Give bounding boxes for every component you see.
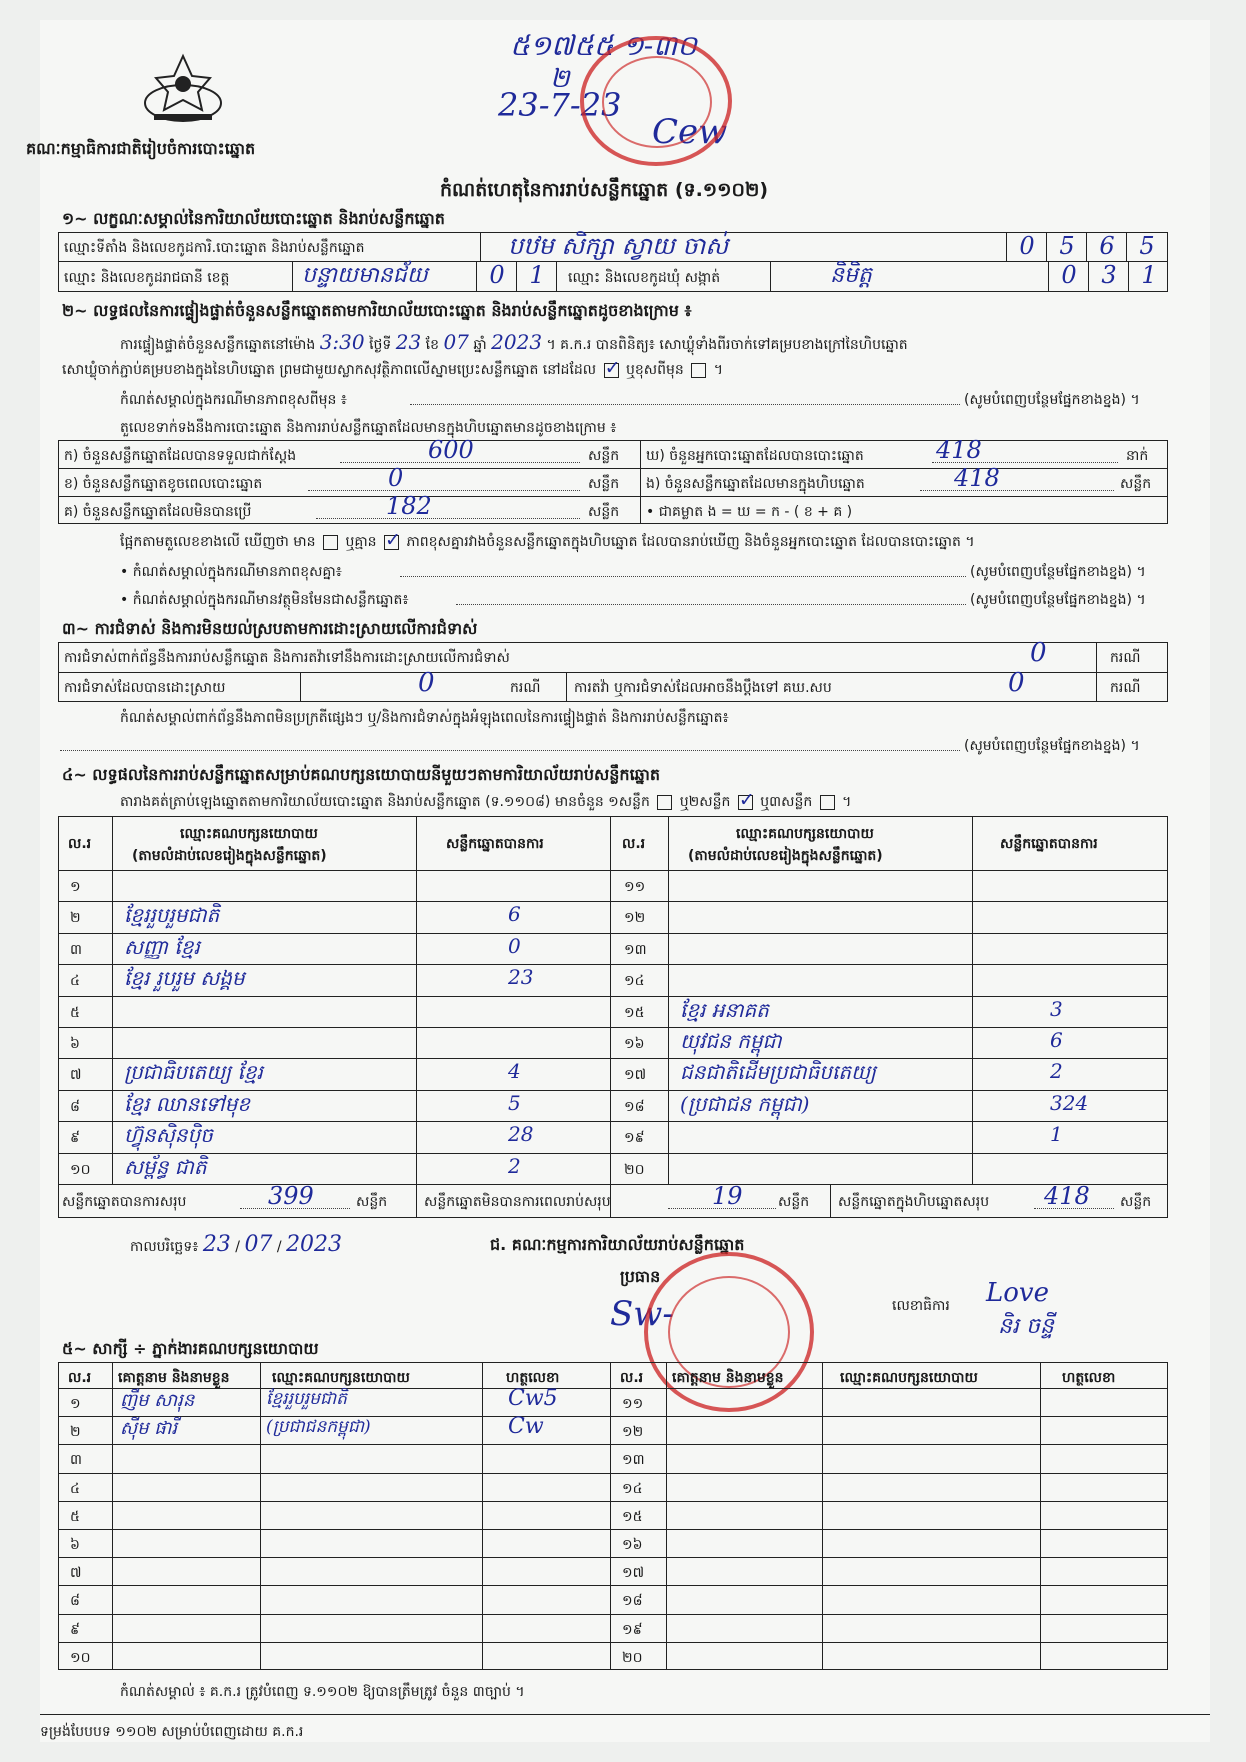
agent-signature: Cw5	[508, 1386, 558, 1411]
tally-three-sheet-checkbox[interactable]	[820, 795, 835, 810]
row-number: ៦	[70, 1036, 80, 1052]
party-votes: 4	[508, 1059, 521, 1084]
row-number: ២០	[624, 1161, 645, 1178]
party-agents-table	[58, 1362, 1168, 1670]
station-code-boxes	[1006, 232, 1168, 262]
province-code-digit-1: 0	[476, 261, 517, 292]
received-ballots-label: ក) ចំនួនសន្លឹកឆ្នោតដែលបានទទួលជាក់ស្តែង	[64, 448, 297, 464]
party-results-table	[58, 816, 1168, 1218]
row-number: ៧	[70, 1067, 82, 1084]
tally-two-sheet-checkbox[interactable]	[738, 795, 753, 810]
total-valid-label: សន្លឹកឆ្នោតបានការសរុប	[62, 1194, 187, 1210]
verification-end: ។	[713, 362, 723, 378]
row-number: ១៦	[624, 1036, 645, 1052]
results-col-no-right: ល.រ	[622, 836, 646, 852]
table-row-divider	[58, 933, 1168, 934]
party-name: ខ្មែរ រួបរួម សង្គម	[124, 966, 245, 991]
spoiled-ballots-unit: សន្លឹក	[588, 476, 620, 492]
secretary-name: និរ ចន្ទី	[998, 1314, 1054, 1339]
commune-code-digit-3: 1	[1128, 261, 1169, 292]
row-number: ៥	[70, 1004, 80, 1021]
row-number: ៦	[70, 1537, 80, 1553]
row-number: ១៣	[624, 941, 647, 958]
row-number: ១៥	[624, 1004, 645, 1021]
tally-three-sheet-label: ឬ៣សន្លឹក	[760, 794, 813, 810]
row-number: ៥	[70, 1508, 80, 1525]
party-votes: 5	[508, 1090, 521, 1115]
difference-note-bullet: • កំណត់សម្គាល់ក្នុងករណីមានភាពខុសគ្នា៖	[120, 564, 342, 580]
spoiled-ballots-label: ខ) ចំនួនសន្លឹកឆ្នោតខូចពេលបោះឆ្នោត	[64, 476, 263, 492]
president-signature: Sw-	[610, 1294, 674, 1334]
results-col-party-sub-left: (តាមលំដាប់លេខរៀងក្នុងសន្លឹកឆ្នោត)	[132, 848, 327, 864]
unused-ballots-value: 182	[386, 492, 432, 520]
row-number: ១៨	[624, 1098, 645, 1115]
station-code-digit-1: 0	[1006, 232, 1047, 262]
party-name: (ប្រជាជន កម្ពុជា)	[680, 1091, 810, 1116]
received-ballots-value: 600	[428, 436, 474, 464]
section5-title: ៥~ សាក្សី ÷ ភ្នាក់ងារគណបក្សនយោបាយ	[62, 1339, 319, 1358]
verification-day-label: ថ្ងៃទី	[369, 337, 392, 353]
handwritten-ref-number: ៥១៧៥៥ ១-៣០	[510, 29, 697, 62]
table-row-divider	[58, 1501, 1168, 1502]
party-name: សញ្ញា ខ្មែរ	[124, 934, 200, 959]
row-number: ៨	[70, 1098, 80, 1115]
irregularity-note: កំណត់សម្គាល់ពាក់ព័ន្ធនឹងភាពមិនប្រក្រតីផ្សេងៗ ឬ/និងការជំទាស់ក្នុងអំឡុងពេលនៃការផ្ទៀងផ្ទាត់ និងការរាប់សន្លឹកឆ្នោត៖	[120, 710, 729, 726]
results-col-party-right: ឈ្មោះគណបក្សនយោបាយ	[736, 826, 874, 842]
total-box-label: សន្លឹកឆ្នោតក្នុងហិបឆ្នោតសរុប	[838, 1194, 990, 1210]
tally-two-sheet-label: ឬ២សន្លឹក	[679, 794, 731, 810]
difference-none-label: ឬគ្មាន	[345, 534, 377, 550]
report-date-year: 2023	[286, 1232, 343, 1257]
total-box-value: 418	[1044, 1182, 1090, 1210]
received-ballots-unit: សន្លឹក	[588, 448, 620, 464]
difference-note-bullet-hint: (សូមបំពេញបន្ថែមផ្នែកខាងខ្នង) ។	[970, 564, 1146, 580]
resolved-complaints-label: ការជំទាស់ដែលបានដោះស្រាយ	[64, 680, 226, 696]
row-number: ១	[70, 1396, 81, 1412]
agent-signature: Cw	[508, 1414, 544, 1440]
row-number: ២	[70, 910, 81, 927]
tally-one-sheet-label: តារាងគត់ត្រាប់ឡេងឆ្នោតតាមការិយាល័យបោះឆ្នោត និងរាប់សន្លឹកឆ្នោត (ទ.១១០៨) មានចំនួន ១សន្លឹក	[120, 794, 650, 810]
voters-value: 418	[936, 436, 982, 464]
station-name-value: បឋម សិក្សា ស្វាយ ចាស់	[508, 232, 729, 260]
row-number: ៨	[70, 1593, 80, 1610]
table-row-divider	[58, 1642, 1168, 1643]
station-label: ឈ្មោះទីតាំង និងលេខកូដការិ.បោះឆ្នោត និងរាប់សន្លឹកឆ្នោត	[64, 240, 365, 256]
row-number: ១៩	[622, 1621, 643, 1638]
verification-time-label: ការផ្ទៀងផ្ទាត់ចំនួនសន្លឹកឆ្នោតនៅម៉ោង	[120, 337, 316, 353]
table-row-divider	[58, 1614, 1168, 1615]
agents-col-party-left: ឈ្មោះគណបក្សនយោបាយ	[272, 1370, 410, 1386]
row-number: ១១	[624, 879, 646, 895]
voters-label: ឃ) ចំនួនអ្នកបោះឆ្នោតដែលបានបោះឆ្នោត	[646, 448, 864, 464]
row-number: ៩	[70, 1621, 80, 1638]
verification-text-b: សោឃ្លុំចាក់ភ្ជាប់គម្របខាងក្នុងនៃហិបឆ្នោត ព្រមជាមួយស្លាកសុវត្ថិភាពលើស្នាមប្រេះសន្លឹកឆ្នោត នៅដដែល	[62, 362, 597, 378]
province-label: ឈ្មោះ និងលេខកូដរាជធានី ខេត្ត	[64, 270, 230, 286]
agent-party: ខ្មែររួបរួមជាតិ	[266, 1389, 347, 1409]
party-votes: 324	[1050, 1090, 1089, 1115]
station-code-digit-3: 6	[1086, 232, 1127, 262]
row-number: ១៤	[624, 973, 645, 990]
party-votes: 3	[1050, 996, 1063, 1021]
counting-committee-label: ជ. គណៈកម្មការការិយាល័យរាប់សន្លឹកឆ្នោត	[490, 1235, 745, 1254]
footer-form-note: ទម្រង់បែបបទ ១១០២ សម្រាប់បំពេញដោយ គ.ក.រ	[40, 1724, 304, 1740]
commune-label: ឈ្មោះ និងលេខកូដឃុំ សង្កាត់	[568, 270, 721, 286]
row-number: ១២	[622, 1424, 644, 1441]
official-red-stamp-top	[580, 36, 732, 166]
commune-code-digit-1: 0	[1048, 261, 1089, 292]
section2-title: ២~ លទ្ធផលនៃការផ្ទៀងផ្ទាត់ចំនួនសន្លឹកឆ្នោតតាមការិយាល័យបោះឆ្នោត និងរាប់សន្លឹកឆ្នោតដូចខាងក្រោម ៖	[62, 301, 692, 320]
row-number: ៣	[70, 1452, 82, 1469]
party-votes: 6	[508, 902, 521, 927]
row-number: ៧	[70, 1565, 82, 1582]
verification-day: 23	[395, 330, 422, 354]
appeal-complaints-label: ការតវ៉ា ឬការជំទាស់ដែលអាចនឹងប្តឹងទៅ គឃ.សប	[574, 680, 832, 696]
handwritten-top-signature: Cew	[652, 112, 728, 152]
party-name: ខ្មែរ ឈានទៅមុខ	[124, 1091, 250, 1116]
row-number: ១៣	[622, 1452, 645, 1469]
agents-col-party-right: ឈ្មោះគណបក្សនយោបាយ	[840, 1370, 978, 1386]
verification-paragraph-line2	[62, 360, 723, 381]
party-name: ប្រជាធិបតេយ្យ ខ្មែរ	[124, 1060, 263, 1085]
province-code-digit-2: 1	[516, 261, 557, 292]
ballots-in-box-unit: សន្លឹក	[1120, 476, 1152, 492]
party-votes: 2	[508, 1153, 521, 1178]
agents-col-sign-right: ហត្ថលេខា	[1062, 1370, 1116, 1386]
row-number: ១៧	[624, 1067, 647, 1084]
agent-name: ញឹម សារុន	[120, 1390, 195, 1411]
total-valid-value: 399	[268, 1182, 314, 1210]
table-row-divider	[58, 1121, 1168, 1122]
verification-paragraph-line1	[120, 330, 1180, 356]
party-name: យុវជន កម្ពុជា	[680, 1029, 782, 1053]
non-ballot-note-bullet: • កំណត់សម្គាល់ក្នុងករណីមានវត្ថុមិនមែនជាសន្លឹកឆ្នោត៖	[120, 592, 409, 608]
agent-party: (ប្រជាជនកម្ពុជា)	[266, 1417, 371, 1438]
verification-year: 2023	[491, 330, 543, 354]
total-box-unit: សន្លឹក	[1120, 1194, 1152, 1210]
agents-col-no-right: ល.រ	[620, 1370, 644, 1386]
handwritten-top-date: 23-7-23	[498, 86, 622, 124]
result-intro: តួលេខទាក់ទងនឹងការបោះឆ្នោត និងការរាប់សន្លឹកឆ្នោតដែលមានក្នុងហិបឆ្នោតមានដូចខាងក្រោម ៖	[120, 420, 617, 436]
seal-changed-label: ឬខុសពីមុន	[626, 362, 684, 378]
results-col-votes-left: សន្លឹកឆ្នោតបានការ	[446, 836, 544, 852]
difference-check-line	[120, 532, 975, 553]
table-row-divider	[58, 1027, 1168, 1028]
table-row-divider	[58, 1444, 1168, 1445]
party-name: ខ្មែររួបរួមជាតិ	[124, 903, 220, 928]
seal-intact-checkbox[interactable]	[604, 363, 619, 378]
formula-label: • ជាគម្លាត ង = ឃ = ក - ( ខ + គ )	[646, 504, 853, 520]
row-number: ១៥	[622, 1508, 643, 1525]
complaints-value: 0	[1030, 638, 1047, 668]
footer-instruction-note: កំណត់សម្គាល់ ៖ គ.ក.រ ត្រូវបំពេញ ទ.១១០២ ឱ្យបានត្រឹមត្រូវ ចំនួន ៣ច្បាប់ ។	[120, 1684, 525, 1700]
difference-text: ភាពខុសគ្នារវាងចំនួនសន្លឹកឆ្នោតក្នុងហិបឆ្នោត ដែលបានរាប់ឃើញ និងចំនួនអ្នកបោះឆ្នោត ដែលបានបោះឆ្នោត ។	[406, 534, 975, 550]
results-col-party-left: ឈ្មោះគណបក្សនយោបាយ	[180, 826, 318, 842]
seal-changed-checkbox[interactable]	[691, 363, 706, 378]
row-number: ៤	[70, 1480, 80, 1497]
voters-unit: នាក់	[1126, 448, 1149, 464]
province-value: បន្ទាយមានជ័យ	[302, 263, 428, 288]
commune-value: និមិត្ត	[830, 263, 872, 288]
appeal-complaints-unit: ករណី	[1110, 680, 1141, 696]
row-number: ១១	[622, 1396, 644, 1412]
row-number: ១០	[70, 1649, 91, 1666]
total-invalid-label: សន្លឹកឆ្នោតមិនបានការពេលរាប់សរុប	[424, 1194, 611, 1210]
form-title: កំណត់ហេតុនៃការរាប់សន្លឹកឆ្នោត (ទ.១១០២)	[440, 179, 769, 201]
table-row-divider	[58, 901, 1168, 902]
party-name: ខ្មែរ អនាគត	[680, 997, 769, 1022]
results-col-votes-right: សន្លឹកឆ្នោតបានការ	[1000, 836, 1098, 852]
party-votes: 2	[1050, 1059, 1063, 1084]
row-number: ៣	[70, 941, 82, 958]
ballots-in-box-value: 418	[954, 464, 1000, 492]
complaints-label: ការជំទាស់ពាក់ព័ន្ធនឹងការរាប់សន្លឹកឆ្នោត និងការតវ៉ាទៅនឹងការដោះស្រាយលើការជំទាស់	[64, 650, 510, 666]
agent-name: សុីម ផារី	[120, 1418, 178, 1440]
handwritten-ref-sub: ២	[550, 64, 570, 94]
party-name: ហ៊្វុនស៊ិនប៉ិច	[124, 1123, 213, 1148]
verification-time: 3:30	[319, 330, 365, 354]
row-number: ១៩	[624, 1130, 645, 1147]
table-row-divider	[58, 1557, 1168, 1558]
unused-ballots-label: គ) ចំនួនសន្លឹកឆ្នោតដែលមិនបានប្រើ	[64, 504, 252, 520]
station-code-digit-4: 5	[1126, 232, 1167, 262]
agents-col-name-right: គោត្តនាម និងនាមខ្លួន	[672, 1370, 784, 1386]
difference-note-hint: (សូមបំពេញបន្ថែមផ្នែកខាងខ្នង) ។	[964, 392, 1140, 408]
agents-col-no-left: ល.រ	[68, 1370, 92, 1386]
party-votes: 6	[1050, 1028, 1063, 1052]
row-number: ១៨	[622, 1593, 643, 1610]
table-row-divider	[58, 1529, 1168, 1530]
difference-has-checkbox[interactable]	[323, 535, 338, 550]
verification-year-label: ឆ្នាំ	[473, 337, 487, 353]
row-number: ២	[70, 1424, 81, 1441]
party-votes: 28	[508, 1122, 534, 1147]
resolved-complaints-value: 0	[418, 668, 435, 698]
verification-month-label: ខែ	[425, 337, 439, 353]
ballots-in-box-label: ង) ចំនួនសន្លឹកឆ្នោតដែលមានក្នុងហិបឆ្នោត	[646, 476, 865, 492]
org-name: គណៈកម្មាធិការជាតិរៀបចំការបោះឆ្នោត	[26, 139, 256, 158]
total-invalid-value: 19	[712, 1182, 743, 1210]
report-date-label: កាលបរិច្ឆេទ៖	[130, 1239, 199, 1255]
row-number: ៤	[70, 973, 80, 990]
row-number: ១២	[624, 910, 646, 927]
party-votes: 0	[508, 933, 521, 958]
results-col-party-sub-right: (តាមលំដាប់លេខរៀងក្នុងសន្លឹកឆ្នោត)	[688, 848, 883, 864]
tally-sheet-count-line: តារាងគត់ត្រាប់ឡេងឆ្នោតតាមការិយាល័យបោះឆ្នោត និងរាប់សន្លឹកឆ្នោត (ទ.១១០៨) មានចំនួន ១សន្លឹក ឬ២សន្លឹក ✓ ឬ៣សន្លឹក ។	[120, 792, 851, 813]
report-date-day: 23	[202, 1232, 231, 1257]
unused-ballots-unit: សន្លឹក	[588, 504, 620, 520]
nec-emblem-logo	[140, 48, 226, 130]
row-number: ១៦	[622, 1537, 643, 1553]
difference-note-line	[410, 404, 960, 405]
commune-code-digit-2: 3	[1088, 261, 1129, 292]
party-votes: 1	[1050, 1122, 1063, 1147]
row-number: ១៧	[622, 1565, 645, 1582]
row-number: ១	[70, 879, 81, 895]
results-col-no-left: ល.រ	[68, 836, 92, 852]
difference-note-label: កំណត់សម្គាល់ក្នុងករណីមានភាពខុសពីមុន ៖	[120, 392, 347, 408]
total-invalid-unit: សន្លឹក	[778, 1194, 810, 1210]
table-row-divider	[58, 996, 1168, 997]
difference-has-label: ផ្អែកតាមតួលេខខាងលើ ឃើញថា មាន	[120, 534, 316, 550]
row-number: ១៤	[622, 1480, 643, 1497]
spoiled-ballots-value: 0	[388, 464, 404, 492]
table-row-divider	[58, 1585, 1168, 1586]
commune-code-boxes	[1048, 261, 1168, 292]
province-code-boxes	[476, 261, 556, 292]
party-name: ជនជាតិដើមប្រជាធិបតេយ្យ	[680, 1060, 876, 1085]
non-ballot-note-hint: (សូមបំពេញបន្ថែមផ្នែកខាងខ្នង) ។	[970, 592, 1146, 608]
agents-col-name-left: គោត្តនាម និងនាមខ្លួន	[118, 1370, 230, 1386]
resolved-complaints-unit: ករណី	[510, 680, 541, 696]
row-number: ២០	[622, 1649, 643, 1666]
total-valid-unit: សន្លឹក	[356, 1194, 388, 1210]
section1-title: ១~ លក្ខណៈសម្គាល់នៃការិយាល័យបោះឆ្នោត និងរាប់សន្លឹកឆ្នោត	[62, 209, 445, 228]
table-row-divider	[58, 1153, 1168, 1154]
appeal-complaints-value: 0	[1008, 668, 1025, 698]
ballot-count-report-sheet	[26, 20, 1210, 1742]
report-date-month: 07	[244, 1232, 273, 1257]
secretary-label: លេខាធិការ	[892, 1298, 950, 1314]
table-row-divider	[58, 1416, 1168, 1417]
table-row-divider	[58, 1473, 1168, 1474]
report-date-line: កាលបរិច្ឆេទ៖ 23 / 07 / 2023	[130, 1232, 343, 1257]
row-number: ៩	[70, 1130, 80, 1147]
party-name: សម្ព័ន្ធ ជាតិ	[124, 1154, 207, 1179]
difference-none-checkbox[interactable]	[384, 535, 399, 550]
verification-month: 07	[443, 330, 469, 354]
agents-col-sign-left: ហត្ថលេខា	[506, 1370, 560, 1386]
secretary-signature: Love	[986, 1278, 1049, 1308]
station-code-digit-2: 5	[1046, 232, 1087, 262]
party-votes: 23	[508, 965, 534, 990]
complaints-unit: ករណី	[1110, 650, 1141, 666]
president-label: ប្រធាន	[620, 1267, 661, 1286]
tally-one-sheet-checkbox[interactable]	[657, 795, 672, 810]
irregularity-note-hint: (សូមបំពេញបន្ថែមផ្នែកខាងខ្នង) ។	[964, 738, 1140, 754]
row-number: ១០	[70, 1161, 91, 1178]
section3-title: ៣~ ការជំទាស់ និងការមិនយល់ស្របតាមការដោះស្រាយលើការជំទាស់	[62, 619, 478, 638]
section4-title: ៤~ លទ្ធផលនៃការរាប់សន្លឹកឆ្នោតសម្រាប់គណបក្សនយោបាយនីមួយៗតាមការិយាល័យរាប់សន្លឹកឆ្នោត	[62, 765, 661, 784]
verification-text-a: ។ គ.ក.រ បានពិនិត្យ៖ សោឃ្លុំទាំងពីរចាក់ទៅគម្របខាងក្រៅនៃហិបឆ្នោត	[546, 337, 908, 353]
